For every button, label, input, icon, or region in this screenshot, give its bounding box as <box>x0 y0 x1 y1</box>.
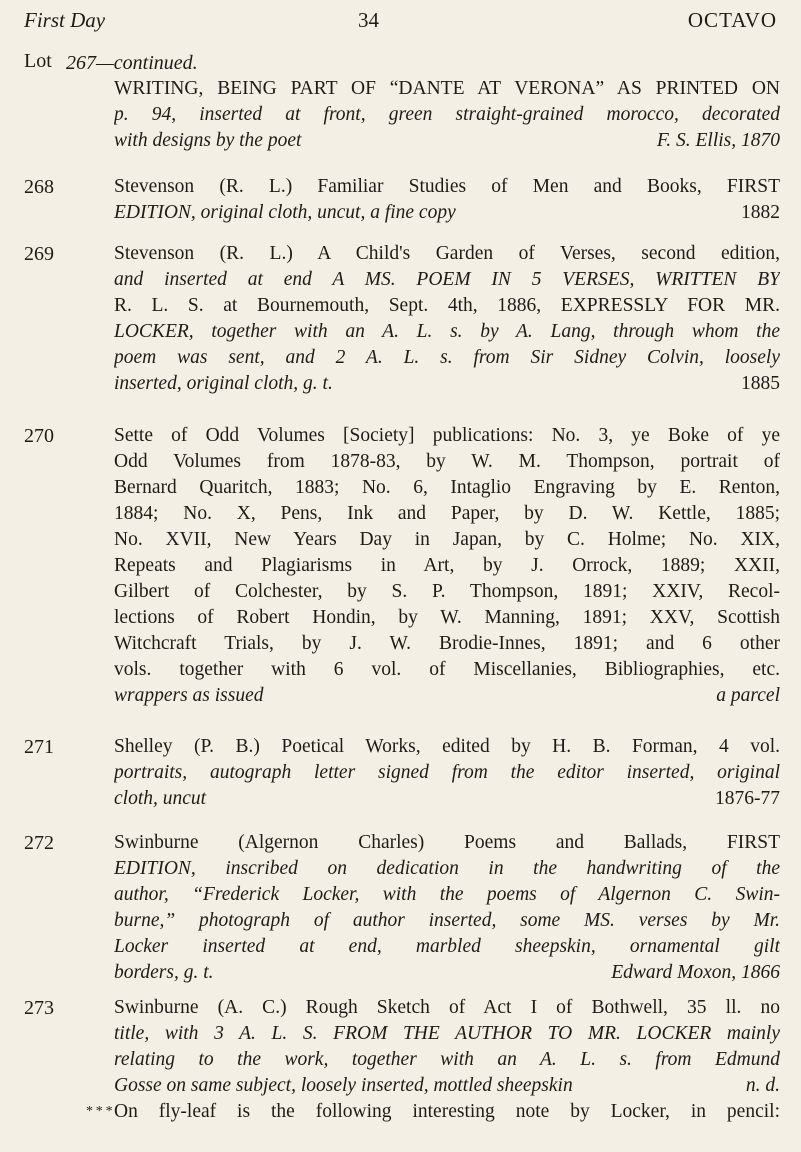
lot-text: Locker inserted at end, marbled sheepskin, ornamental gilt <box>114 936 780 957</box>
lot-text: Bernard Quaritch, 1883; No. 6, Intaglio Engraving by E. Renton, <box>114 477 780 498</box>
lot-text: EDITION, original cloth, uncut, a fine copy <box>114 202 456 223</box>
lot-number: 268 <box>24 176 54 198</box>
lot-text: EDITION, inscribed on dedication in the handwriting of the <box>114 858 780 879</box>
note-text: On fly-leaf is the following interesting note by Locker, in pencil: <box>114 1101 780 1122</box>
header-format: OCTAVO <box>687 8 777 32</box>
lot-number: 270 <box>24 425 54 447</box>
lot-text: LOCKER, together with an A. L. s. by A. Lang, through whom the <box>114 321 780 342</box>
lot-text: lections of Robert Hondin, by W. Manning, 1891; XXV, Scottish <box>114 607 780 628</box>
header-day: First Day <box>24 8 106 32</box>
lot-text: portraits, autograph letter signed from the editor inserted, original <box>114 762 780 783</box>
lot-text: Gilbert of Colchester, by S. P. Thompson, 1891; XXIV, Recol- <box>114 581 780 602</box>
lot-text: borders, g. t. <box>114 962 214 983</box>
lot-publisher: F. S. Ellis, 1870 <box>656 130 780 151</box>
lot-text: Repeats and Plagiarisms in Art, by J. Orrock, 1889; XXII, <box>114 555 780 576</box>
note-asterisks: * * * <box>86 1104 113 1119</box>
lot-number: 271 <box>24 736 54 758</box>
lot-text: vols. together with 6 vol. of Miscellanies, Bibliographies, etc. <box>114 659 780 680</box>
page-number: 34 <box>358 8 379 32</box>
lot-text: Odd Volumes from 1878-83, by W. M. Thompson, portrait of <box>114 451 780 472</box>
lot-number: 272 <box>24 832 54 854</box>
lot-number: 273 <box>24 997 54 1019</box>
lot-text: cloth, uncut <box>114 788 207 809</box>
lot-text: Shelley (P. B.) Poetical Works, edited by H. B. Forman, 4 vol. <box>114 736 780 757</box>
lot-text: burne,” photograph of author inserted, some MS. verses by Mr. <box>114 910 780 931</box>
lot-text: Stevenson (R. L.) Familiar Studies of Men and Books, FIRST <box>114 176 780 197</box>
lot-year: 1882 <box>741 202 780 223</box>
lot-text: Witchcraft Trials, by J. W. Brodie-Innes, 1891; and 6 other <box>114 633 780 654</box>
lot-label: Lot <box>24 50 52 72</box>
lot-text: author, “Frederick Locker, with the poems of Algernon C. Swin- <box>114 884 780 905</box>
lot-text: and inserted at end A MS. POEM IN 5 VERSES, WRITTEN BY <box>114 269 780 290</box>
lot-text: Swinburne (Algernon Charles) Poems and Ballads, FIRST <box>114 832 780 853</box>
lot-publisher: Edward Moxon, 1866 <box>611 962 780 983</box>
lot-text: WRITING, BEING PART OF “DANTE AT VERONA” AS PRINTED ON <box>114 78 780 99</box>
lot-text: Gosse on same subject, loosely inserted, mottled sheepskin <box>114 1075 573 1096</box>
lot-continued: 267—continued. <box>66 52 198 74</box>
lot-number: 269 <box>24 243 54 265</box>
lot-text: title, with 3 A. L. S. FROM THE AUTHOR TO MR. LOCKER mainly <box>114 1023 780 1044</box>
page-header <box>24 8 777 32</box>
lot-text: with designs by the poet <box>114 130 302 151</box>
lot-quantity: a parcel <box>716 685 780 706</box>
lot-text: wrappers as issued <box>114 685 264 706</box>
lot-text: R. L. S. at Bournemouth, Sept. 4th, 1886, EXPRESSLY FOR MR. <box>114 295 780 316</box>
lot-text: Sette of Odd Volumes [Society] publications: No. 3, ye Boke of ye <box>114 425 780 446</box>
lot-year: 1885 <box>741 373 780 394</box>
lot-text: No. XVII, New Years Day in Japan, by C. Holme; No. XIX, <box>114 529 780 550</box>
lot-text: 1884; No. X, Pens, Ink and Paper, by D. W. Kettle, 1885; <box>114 503 780 524</box>
lot-date: n. d. <box>745 1075 780 1096</box>
lot-text: relating to the work, together with an A. L. s. from Edmund <box>114 1049 780 1070</box>
lot-text: poem was sent, and 2 A. L. s. from Sir Sidney Colvin, loosely <box>114 347 780 368</box>
lot-text: Swinburne (A. C.) Rough Sketch of Act I of Bothwell, 35 ll. no <box>114 997 780 1018</box>
lot-text: p. 94, inserted at front, green straight-grained morocco, decorated <box>114 104 780 125</box>
lot-text: inserted, original cloth, g. t. <box>114 373 333 394</box>
lot-text: Stevenson (R. L.) A Child's Garden of Verses, second edition, <box>114 243 780 264</box>
lot-year: 1876-77 <box>715 788 780 809</box>
